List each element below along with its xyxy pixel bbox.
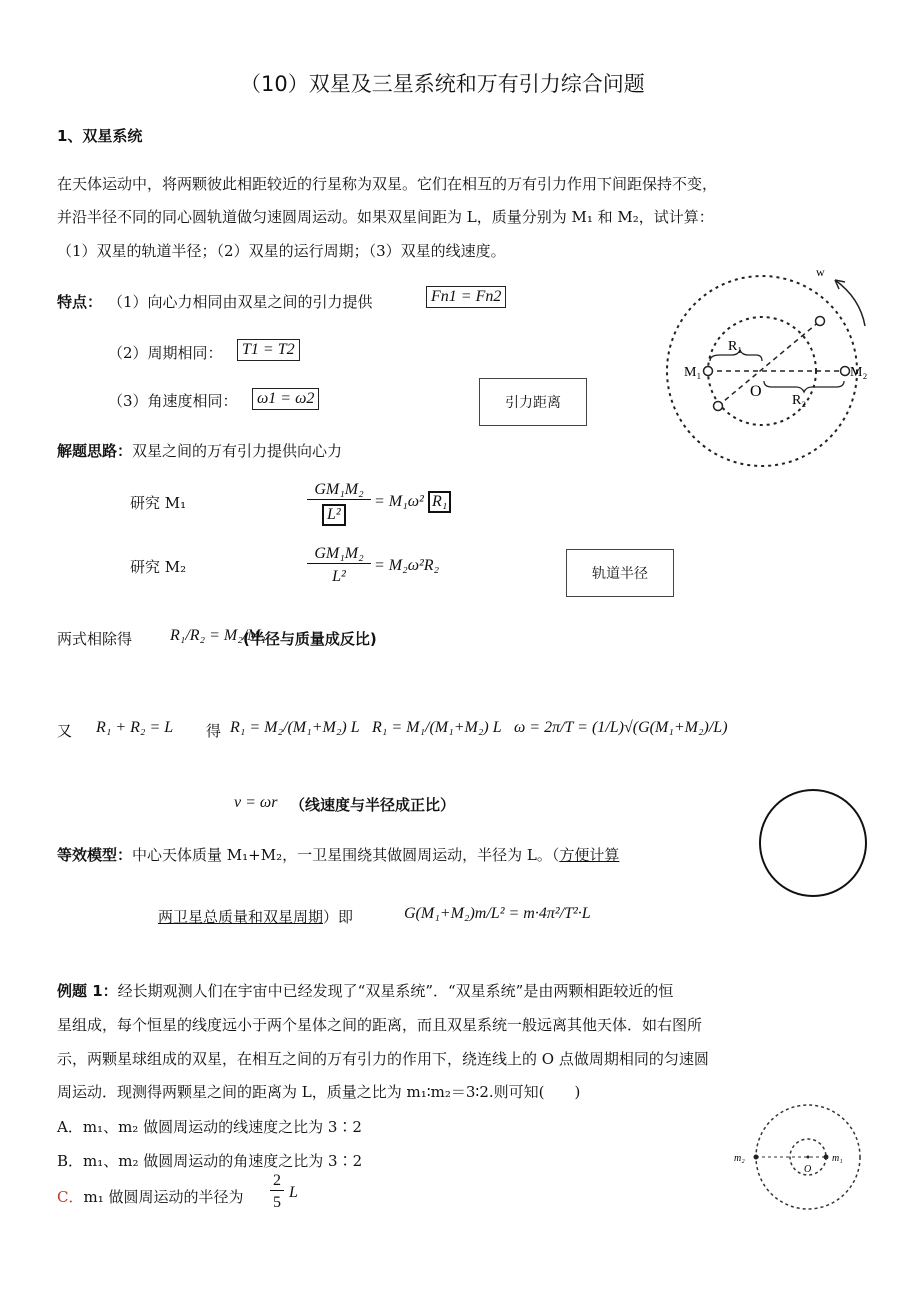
v-equation: v = ωr xyxy=(234,794,278,811)
equivalent-text: 中心天体质量 M₁+M₂，一卫星围绕其做圆周运动，半径为 L。（ xyxy=(132,846,560,864)
example1-label: 例题 1： xyxy=(57,982,118,1000)
m2-star xyxy=(841,367,850,376)
r1-result: R₁ = M₂/(M₁+M₂) L xyxy=(230,719,360,736)
intro-line-1: 在天体运动中，将两颗彼此相距较近的行星称为双星。它们在相互的万有引力作用下间距保持不变， xyxy=(57,175,718,193)
feature-1: （1）向心力相同由双星之间的引力提供 xyxy=(108,293,373,311)
equivalent-link-2: 两卫星总质量和双星周期 xyxy=(158,908,324,926)
eq-m2-denominator: L² xyxy=(332,568,346,585)
equivalent-link-1: 方便计算 xyxy=(559,846,620,864)
o-label-2: O xyxy=(804,1164,812,1175)
m1-star xyxy=(704,367,713,376)
m2-star-rotated xyxy=(816,317,825,326)
eq-m1-rhs: = M₁ω² xyxy=(374,493,424,510)
study-m2-label: 研究 M₂ xyxy=(130,558,187,576)
example1-text-1: 经长期观测人们在宇宙中已经发现了“双星系统”．“双星系统”是由两颗相距较近的恒 xyxy=(117,982,674,1000)
option-a[interactable]: A．m₁、m₂ 做圆周运动的线速度之比为 3∶2 xyxy=(57,1118,362,1136)
option-c-letter: C． xyxy=(57,1188,84,1206)
central-body-circle xyxy=(760,790,866,896)
option-b[interactable]: B．m₁、m₂ 做圆周运动的角速度之比为 3∶2 xyxy=(57,1152,363,1170)
rotation-arrow xyxy=(835,280,865,326)
o-label: O xyxy=(750,383,762,400)
again-label: 又 xyxy=(57,722,73,740)
m1-label: M₁ xyxy=(684,365,702,380)
example1-line-4: 周运动．现测得两颗星之间的距离为 L，质量之比为 m₁∶m₂＝3∶2.则可知( ) xyxy=(57,1083,581,1101)
equivalent-label: 等效模型： xyxy=(57,846,133,864)
section-heading: 1、双星系统 xyxy=(57,127,143,145)
feature-2: （2）周期相同： xyxy=(108,344,223,362)
option-c-numerator: 2 xyxy=(270,1172,284,1191)
study-m1-label: 研究 M₁ xyxy=(130,494,187,512)
v-note: （线速度与半径成正比） xyxy=(290,796,456,814)
feature-3: （3）角速度相同： xyxy=(108,392,238,410)
eq-m1-radius: R₁ xyxy=(428,491,451,513)
equivalent-tail: ）即 xyxy=(323,908,354,926)
sum-equation: R₁ + R₂ = L xyxy=(96,719,174,736)
eq-m1-numerator: GM₁M₂ xyxy=(307,481,371,500)
m1-dot xyxy=(824,1155,829,1160)
features-label: 特点： xyxy=(57,293,103,311)
eq-m2-rhs: = M₂ω²R₂ xyxy=(374,557,440,574)
double-star-figure xyxy=(660,258,880,470)
intro-line-3: （1）双星的轨道半径；（2）双星的运行周期；（3）双星的线速度。 xyxy=(57,242,506,260)
ratio-equation: R₁/R₂ = M₂/M₁ xyxy=(170,627,267,644)
get-label: 得 xyxy=(206,722,222,740)
equivalent-formula: G(M₁+M₂)m/L² = m·4π²/T²·L xyxy=(404,905,591,922)
r1-result-b: R₁ = M₁/(M₁+M₂) L xyxy=(372,719,502,736)
equivalent-line-2 xyxy=(158,906,353,927)
central-body-figure xyxy=(758,788,870,900)
feature-2-formula: T1 = T2 xyxy=(237,339,300,361)
m1-star-rotated xyxy=(714,402,723,411)
m2-dot xyxy=(754,1155,759,1160)
m2-label-2: m₂ xyxy=(734,1153,745,1164)
option-c-text: m₁ 做圆周运动的半径为 xyxy=(83,1188,244,1206)
example1-line-1 xyxy=(57,980,673,1001)
equivalent-line xyxy=(57,844,619,865)
example1-line-3: 示，两颗星球组成的双星，在相互之间的万有引力的作用下，绕连线上的 O 点做周期相同的匀速圆 xyxy=(57,1050,709,1068)
omega-result: ω = 2π/T = (1/L)√(G(M₁+M₂)/L) xyxy=(514,719,728,736)
page-title: （10）双星及三星系统和万有引力综合问题 xyxy=(240,72,645,96)
r1-label: R₁ xyxy=(728,339,743,354)
intro-line-2: 并沿半径不同的同心圆轨道做匀速圆周运动。如果双星间距为 L，质量分别为 M₁ 和 M₂，试计算： xyxy=(57,208,714,226)
option-c-denominator: 5 xyxy=(273,1194,281,1211)
callout-gravity-distance: 引力距离 xyxy=(479,378,587,426)
r2-label: R₂ xyxy=(792,393,807,408)
solution-line xyxy=(57,440,342,461)
o-dot xyxy=(807,1156,810,1159)
solution-text: 双星之间的万有引力提供向心力 xyxy=(132,442,343,460)
divide-label: 两式相除得 xyxy=(57,630,133,648)
w-label: w xyxy=(816,265,825,279)
solution-label: 解题思路： xyxy=(57,442,133,460)
example1-line-2: 星组成，每个恒星的线度远小于两个星体之间的距离，而且双星系统一般远离其他天体．如右图所 xyxy=(57,1016,703,1034)
example1-figure xyxy=(732,1102,882,1214)
r2-brace xyxy=(764,381,844,392)
feature-1-formula: Fn1 = Fn2 xyxy=(426,286,506,308)
eq-m1-denominator: L² xyxy=(322,504,346,526)
eq-m2-numerator: GM₁M₂ xyxy=(307,545,371,564)
option-c-unit: L xyxy=(289,1184,298,1201)
ratio-note: (半径与质量成反比) xyxy=(243,630,377,648)
m1-label-2: m₁ xyxy=(832,1153,843,1164)
option-c[interactable] xyxy=(57,1186,244,1207)
m2-label: M₂ xyxy=(850,365,868,380)
callout-orbit-radius: 轨道半径 xyxy=(566,549,674,597)
feature-3-formula: ω1 = ω2 xyxy=(252,388,319,410)
